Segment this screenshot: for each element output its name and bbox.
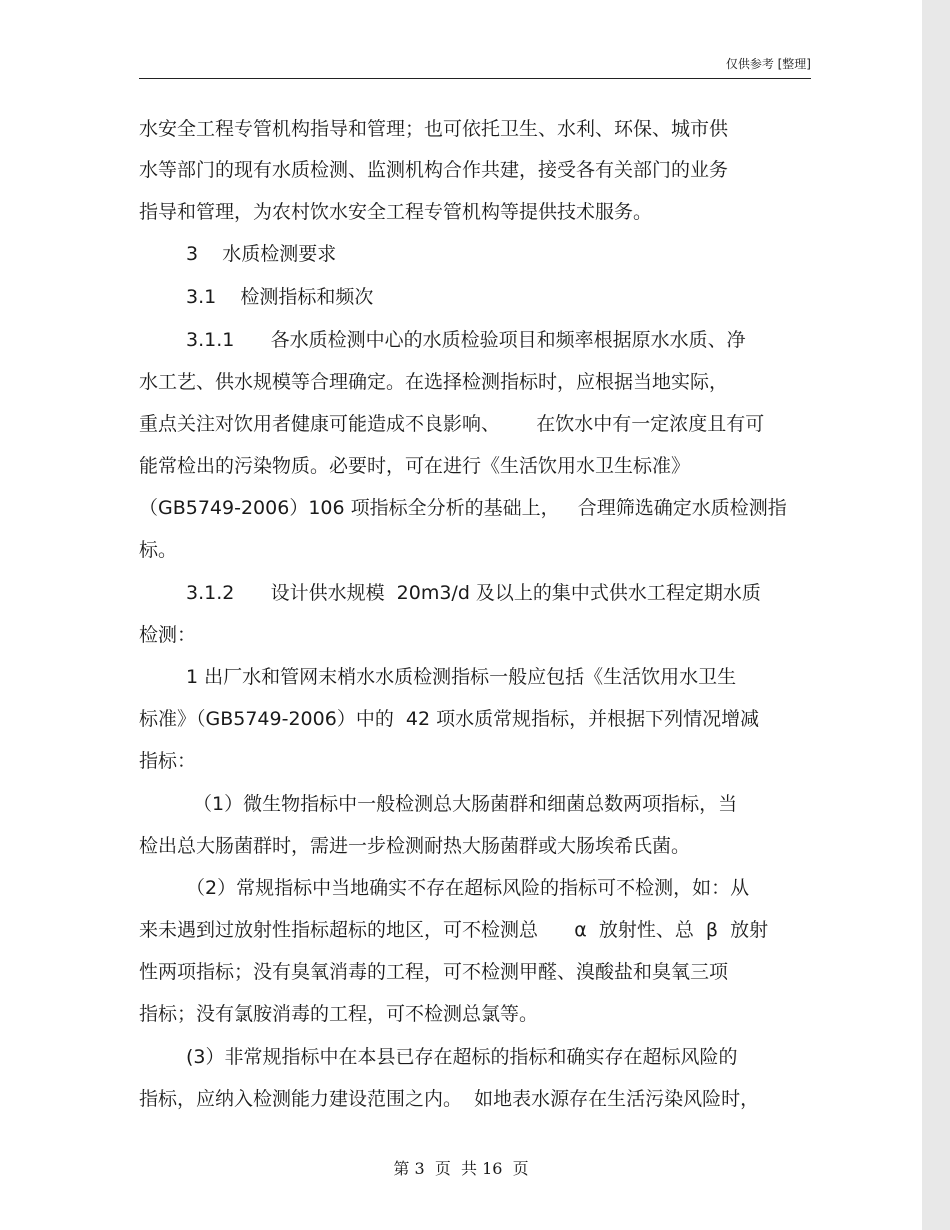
body-line: （1）微生物指标中一般检测总大肠菌群和细菌总数两项指标，当 xyxy=(193,793,738,815)
body-line: 检出总大肠菌群时，需进一步检测耐热大肠菌群或大肠埃希氏菌。 xyxy=(139,835,691,857)
body-line: （2）常规指标中当地确实不存在超标风险的指标可不检测，如：从 xyxy=(186,877,750,899)
body-line: (3）非常规指标中在本县已存在超标的指标和确实存在超标风险的 xyxy=(186,1046,738,1068)
body-line: 指标： xyxy=(139,750,197,772)
body-line: 3.1.1 各水质检测中心的水质检验项目和频率根据原水水质、净 xyxy=(186,329,746,351)
page-footer: 第 3 页 共 16 页 xyxy=(393,1159,529,1178)
body-line: 标准》（GB5749-2006）中的 42 项水质常规指标，并根据下列情况增减 xyxy=(139,708,760,730)
body-line: 水安全工程专管机构指导和管理；也可依托卫生、水利、环保、城市供 xyxy=(139,118,729,140)
body-line: 性两项指标；没有臭氧消毒的工程，可不检测甲醛、溴酸盐和臭氧三项 xyxy=(139,961,729,983)
body-line: 水工艺、供水规模等合理确定。在选择检测指标时，应根据当地实际， xyxy=(139,371,729,393)
section-heading: 3.1 检测指标和频次 xyxy=(186,286,374,308)
body-line: 1 出厂水和管网末梢水水质检测指标一般应包括《生活饮用水卫生 xyxy=(186,666,737,688)
body-line: 指标；没有氯胺消毒的工程，可不检测总氯等。 xyxy=(139,1003,539,1025)
body-line: 水等部门的现有水质检测、监测机构合作共建，接受各有关部门的业务 xyxy=(139,159,729,181)
page-header: 仅供参考 [整理] xyxy=(139,56,811,79)
body-line: 3.1.2 设计供水规模 20m3/d 及以上的集中式供水工程定期水质 xyxy=(186,582,761,604)
body-line: 检测： xyxy=(139,624,197,646)
body-line: 能常检出的污染物质。必要时，可在进行《生活饮用水卫生标准》 xyxy=(139,455,691,477)
body-line: 重点关注对饮用者健康可能造成不良影响、 在饮水中有一定浓度且有可 xyxy=(139,413,765,435)
body-line: 指导和管理，为农村饮水安全工程专管机构等提供技术服务。 xyxy=(139,201,653,223)
body-line: 标。 xyxy=(139,539,178,561)
body-line: 指标，应纳入检测能力建设范围之内。 如地表水源存在生活污染风险时， xyxy=(139,1088,760,1110)
section-heading: 3 水质检测要求 xyxy=(186,243,337,265)
body-line: 来未遇到过放射性指标超标的地区，可不检测总 α 放射性、总 β 放射 xyxy=(139,919,769,941)
body-line: （GB5749-2006）106 项指标全分析的基础上， 合理筛选确定水质检测指 xyxy=(139,497,787,519)
